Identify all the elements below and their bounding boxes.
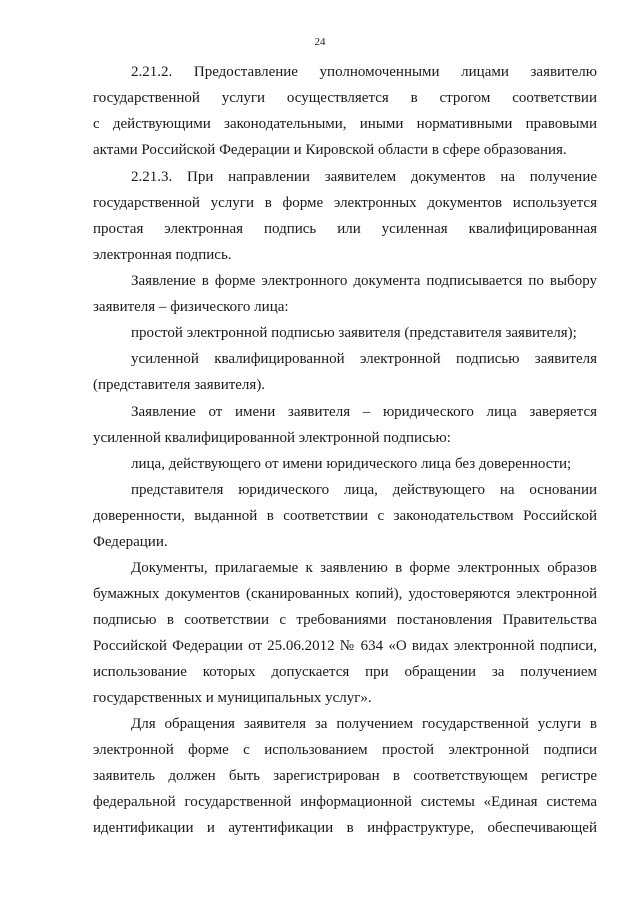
text-line: 2.21.2. Предоставление уполномоченными лицами заявителю bbox=[131, 64, 597, 80]
text-line: Российской Федерации от 25.06.2012 № 634 «О видах электронной подписи, bbox=[93, 638, 597, 654]
text-line: заявителя – физического лица: bbox=[93, 299, 289, 315]
text-line: представителя юридического лица, действующего на основании bbox=[131, 482, 597, 498]
text-line: заявитель должен быть зарегистрирован в соответствующем регистре bbox=[93, 768, 597, 784]
text-line: с действующими законодательными, иными нормативными правовыми bbox=[93, 116, 597, 132]
text-line: подписью в соответствии с требованиями постановления Правительства bbox=[93, 612, 597, 628]
text-line: Документы, прилагаемые к заявлению в форме электронных образов bbox=[131, 560, 597, 576]
text-line: государственной услуги осуществляется в строгом соответствии bbox=[93, 90, 597, 106]
text-line: Заявление в форме электронного документа подписывается по выбору bbox=[131, 273, 597, 289]
text-line: бумажных документов (сканированных копий), удостоверяются электронной bbox=[93, 586, 597, 602]
text-line: (представителя заявителя). bbox=[93, 377, 266, 393]
text-line: электронная подпись. bbox=[93, 247, 232, 263]
page-number: 24 bbox=[314, 36, 326, 48]
text-line: Федерации. bbox=[93, 534, 168, 550]
text-line: использование которых допускается при обращении за получением bbox=[93, 664, 597, 680]
text-line: лица, действующего от имени юридического лица без доверенности; bbox=[131, 456, 572, 472]
text-line: доверенности, выданной в соответствии с законодательством Российской bbox=[93, 508, 597, 524]
text-line: усиленной квалифицированной электронной подписью: bbox=[93, 430, 451, 446]
text-line: федеральной государственной информационной системы «Единая система bbox=[93, 794, 597, 810]
text-line: усиленной квалифицированной электронной подписью заявителя bbox=[131, 351, 597, 367]
text-line: простой электронной подписью заявителя (представителя заявителя); bbox=[131, 325, 577, 341]
text-line: актами Российской Федерации и Кировской области в сфере образования. bbox=[93, 142, 567, 158]
text-line: государственных и муниципальных услуг». bbox=[93, 690, 372, 706]
text-line: 2.21.3. При направлении заявителем документов на получение bbox=[131, 169, 597, 185]
text-line: электронной форме с использованием простой электронной подписи bbox=[93, 742, 597, 758]
text-line: Заявление от имени заявителя – юридического лица заверяется bbox=[131, 404, 597, 420]
text-line: простая электронная подпись или усиленная квалифицированная bbox=[93, 221, 597, 237]
text-line: государственной услуги в форме электронных документов используется bbox=[93, 195, 597, 211]
text-line: идентификации и аутентификации в инфраструктуре, обеспечивающей bbox=[93, 820, 597, 836]
text-line: Для обращения заявителя за получением государственной услуги в bbox=[131, 716, 597, 732]
